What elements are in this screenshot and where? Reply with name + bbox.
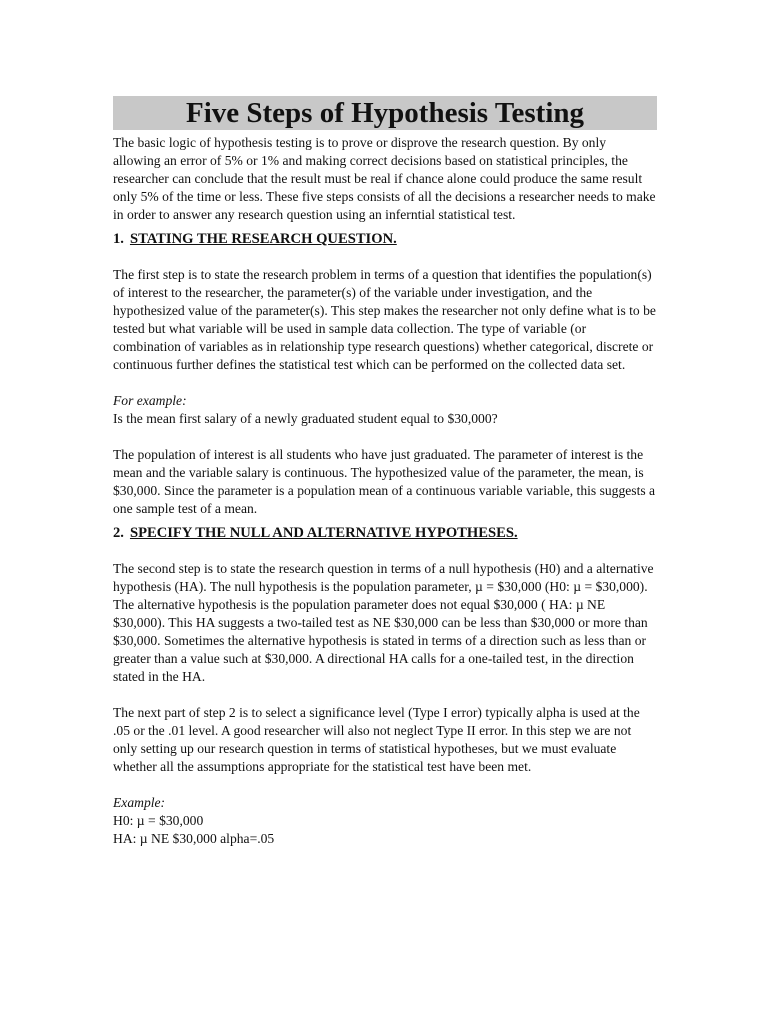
- intro-paragraph: The basic logic of hypothesis testing is to prove or disprove the research question. By only allowing an error of 5% or 1% and making correct decisions based on statistical principles, the researcher can conclude that the result must be real if chance alone could produce the same result only 5% of the time or less. These five steps consists of all the decisions a researcher needs to make in order to answer any research question using an inferntial statistical test.: [113, 135, 656, 222]
- section-2-number: 2.: [113, 525, 124, 541]
- title-bar: [113, 96, 657, 130]
- section-1-example-question: Is the mean first salary of a newly graduated student equal to $30,000?: [113, 411, 498, 426]
- ha-line: HA: µ NE $30,000 alpha=.05: [113, 831, 275, 846]
- section-1-title: STATING THE RESEARCH QUESTION.: [129, 231, 397, 247]
- section-1-heading: [113, 230, 657, 248]
- h0-line: H0: µ = $30,000: [113, 813, 204, 828]
- page-title: Five Steps of Hypothesis Testing: [186, 97, 584, 129]
- section-2-paragraph-1: The second step is to state the research question in terms of a null hypothesis (H0) and a alternative hypothesis (HA). The null hypothesis is the population parameter, µ = $30,000 (H0: µ = $30,000). The alternative hypothesis is the population parameter does not equal $30,000 ( HA: µ NE $30,000). This HA suggests a two-tailed test as NE $30,000 can be less than $30,000 or more than $30,000. Sometimes the alternative hypothesis is stated in terms of a direction such as less than or greater than a value such at $30,000. A directional HA calls for a one-tailed test, in the direction stated in the HA.: [113, 561, 654, 684]
- document-page: [113, 96, 657, 848]
- section-2-example-label: Example:: [113, 795, 166, 810]
- section-1-paragraph-1: The first step is to state the research problem in terms of a question that identifies the population(s) of interest to the researcher, the parameter(s) of the variable under investigation, and the hypothesized value of the parameter(s). This step makes the researcher not only define what is to be tested but what variable will be used in sample data collection. The type of variable (or combination of variables as in relationship type research questions) whether categorical, discrete or continuous further defines the statistical test which can be performed on the collected data set.: [113, 267, 656, 372]
- section-2-heading: [113, 524, 657, 542]
- section-1-paragraph-2: The population of interest is all students who have just graduated. The parameter of interest is the mean and the variable salary is continuous. The hypothesized value of the parameter, the mean, is $30,000. Since the parameter is a population mean of a continuous variable variable, this suggests a one sample test of a mean.: [113, 447, 656, 516]
- section-2-title: SPECIFY THE NULL AND ALTERNATIVE HYPOTHESES.: [129, 525, 518, 541]
- section-2-paragraph-2: The next part of step 2 is to select a significance level (Type I error) typically alpha is used at the .05 or the .01 level. A good researcher will also not neglect Type II error. In this step we are not only setting up our research question in terms of statistical hypotheses, but we must evaluate whether all the assumptions appropriate for the statistical test have been met.: [113, 705, 640, 774]
- section-1-example-label: For example:: [113, 393, 187, 408]
- section-1-number: 1.: [113, 231, 124, 247]
